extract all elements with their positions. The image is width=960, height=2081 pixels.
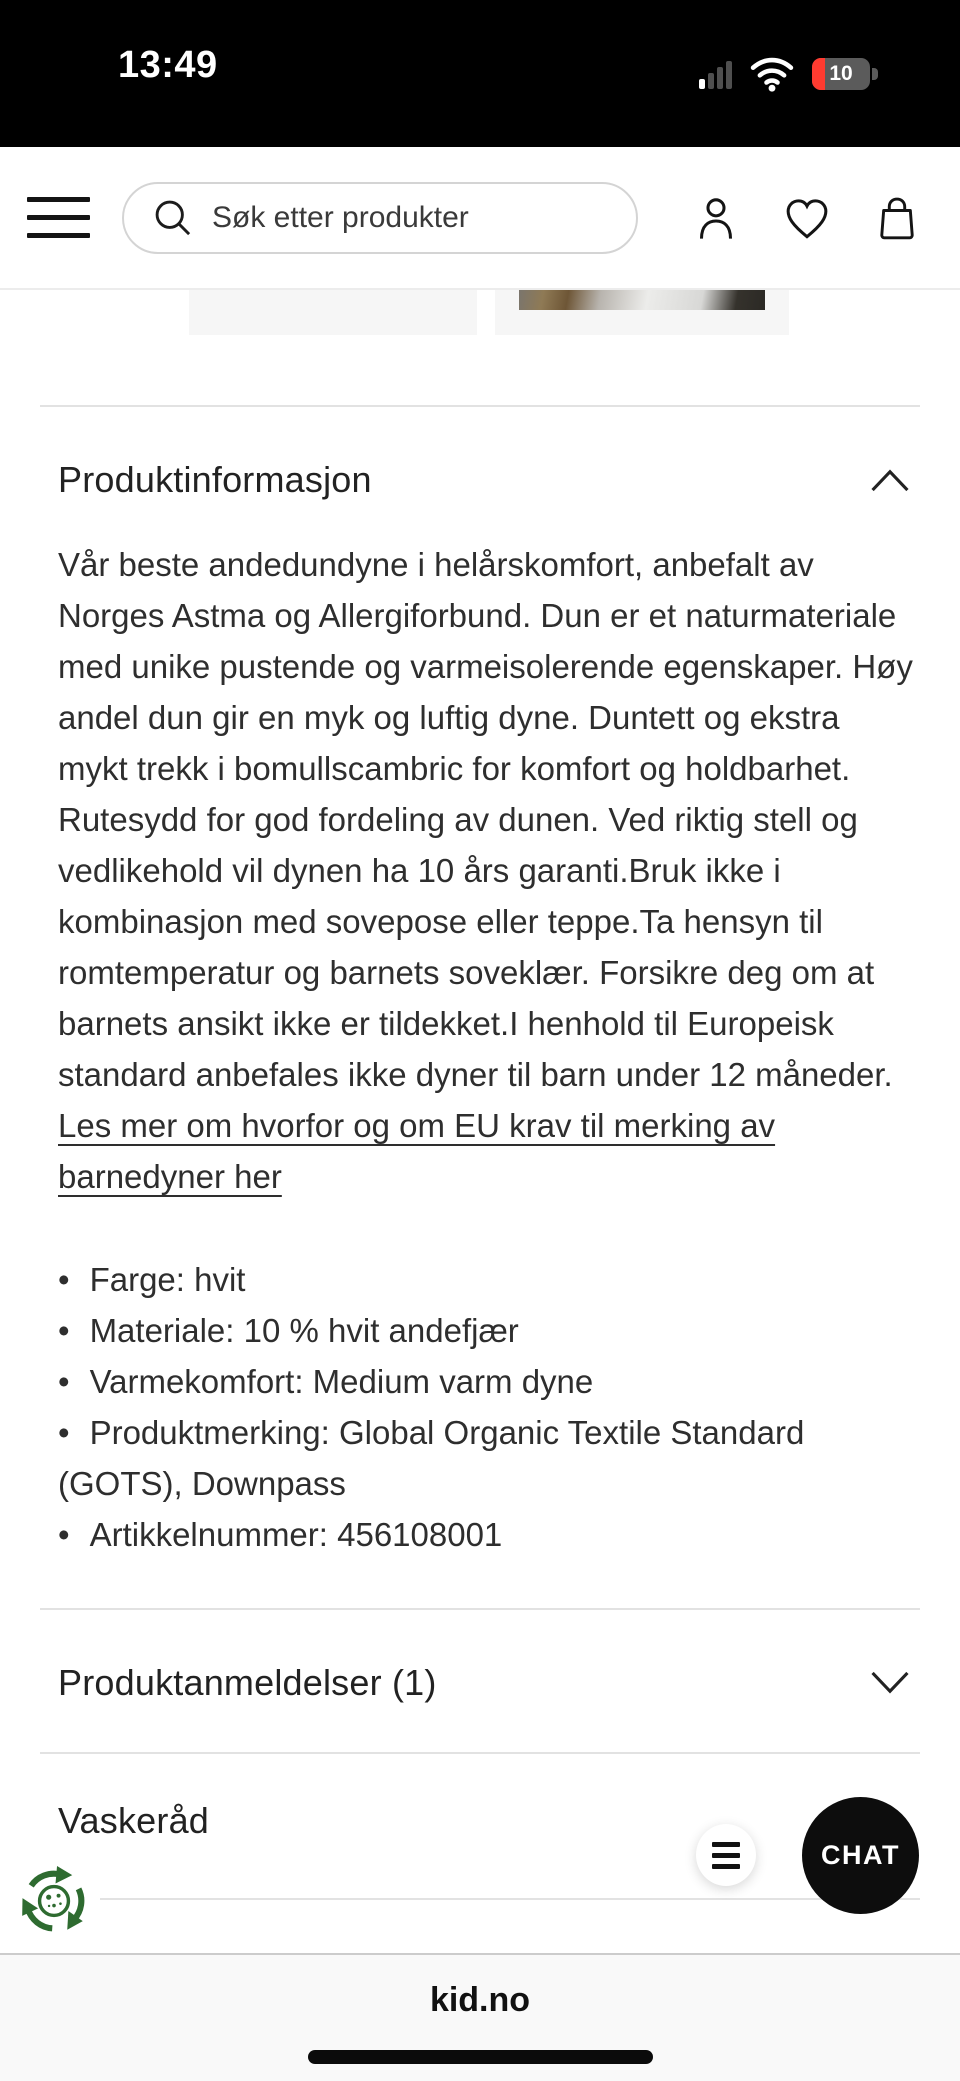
battery-percent: 10 bbox=[829, 62, 853, 85]
status-bar bbox=[0, 0, 960, 147]
heart-icon[interactable] bbox=[780, 192, 834, 244]
eu-requirements-link[interactable]: Les mer om hvorfor og om EU krav til merking av barnedyner her bbox=[58, 1107, 776, 1195]
spec-item-warmth: • Varmekomfort: Medium varm dyne bbox=[58, 1356, 918, 1407]
spec-item-article-number: • Artikkelnummer: 456108001 bbox=[58, 1509, 918, 1560]
battery-icon bbox=[812, 58, 878, 90]
site-header bbox=[0, 147, 960, 290]
bag-icon[interactable] bbox=[872, 192, 922, 244]
section-divider bbox=[100, 1898, 920, 1900]
cookie-consent-icon[interactable] bbox=[16, 1862, 92, 1940]
accordion-reviews[interactable] bbox=[0, 1610, 960, 1752]
product-thumbnail[interactable] bbox=[189, 290, 477, 335]
chevron-down-icon bbox=[868, 1668, 912, 1698]
wifi-icon bbox=[749, 56, 795, 92]
product-photo bbox=[519, 290, 765, 310]
chevron-up-icon bbox=[868, 465, 912, 495]
browser-bottom-bar bbox=[0, 1953, 960, 2081]
accordion-title: Produktanmeldelser (1) bbox=[58, 1662, 437, 1703]
accordion-title: Vaskeråd bbox=[58, 1800, 210, 1841]
search-box[interactable] bbox=[122, 182, 638, 254]
hamburger-menu-button[interactable] bbox=[27, 184, 90, 251]
product-description bbox=[58, 539, 918, 1202]
chat-button-label: CHAT bbox=[821, 1840, 900, 1870]
spec-item-material: • Materiale: 10 % hvit andefjær bbox=[58, 1305, 918, 1356]
spec-item-certification: • Produktmerking: Global Organic Textile Standard (GOTS), Downpass bbox=[58, 1407, 918, 1509]
header-icons bbox=[690, 192, 922, 244]
product-image-strip bbox=[0, 290, 960, 335]
cellular-bars-icon bbox=[699, 59, 732, 89]
magnifier-icon bbox=[150, 195, 196, 241]
search-input[interactable] bbox=[212, 201, 592, 235]
chat-menu-button[interactable] bbox=[696, 1824, 756, 1886]
product-thumbnail[interactable] bbox=[495, 290, 789, 335]
accordion-product-info[interactable] bbox=[0, 407, 960, 501]
accordion-title: Produktinformasjon bbox=[58, 459, 372, 500]
address-bar-domain[interactable]: kid.no bbox=[429, 1981, 531, 2019]
chat-button[interactable] bbox=[802, 1797, 919, 1914]
clock: 13:49 bbox=[118, 44, 218, 86]
status-icons bbox=[699, 52, 878, 96]
home-indicator[interactable] bbox=[308, 2050, 653, 2064]
product-spec-list bbox=[58, 1254, 918, 1560]
person-icon[interactable] bbox=[690, 192, 742, 244]
spec-item-color: • Farge: hvit bbox=[58, 1254, 918, 1305]
description-text: Vår beste andedundyne i helårskomfort, anbefalt av Norges Astma og Allergiforbund. Dun er et naturmateriale med unike pustende og varmeisolerende egenskaper. Høy andel dun gir en myk og luftig dyne. Duntett og ekstra mykt trekk i bomullscambric for komfort og holdbarhet. Rutesydd for god fordeling av dunen. Ved riktig stell og vedlikehold vil dynen ha 10 års garanti.Bruk ikke i kombinasjon med sovepose eller teppe.Ta hensyn til romtemperatur og barnets soveklær. Forsikre deg om at barnets ansikt ikke er tildekket.I henhold til Europeisk standard anbefales ikke dyner til barn under 12 måneder. bbox=[58, 546, 913, 1093]
